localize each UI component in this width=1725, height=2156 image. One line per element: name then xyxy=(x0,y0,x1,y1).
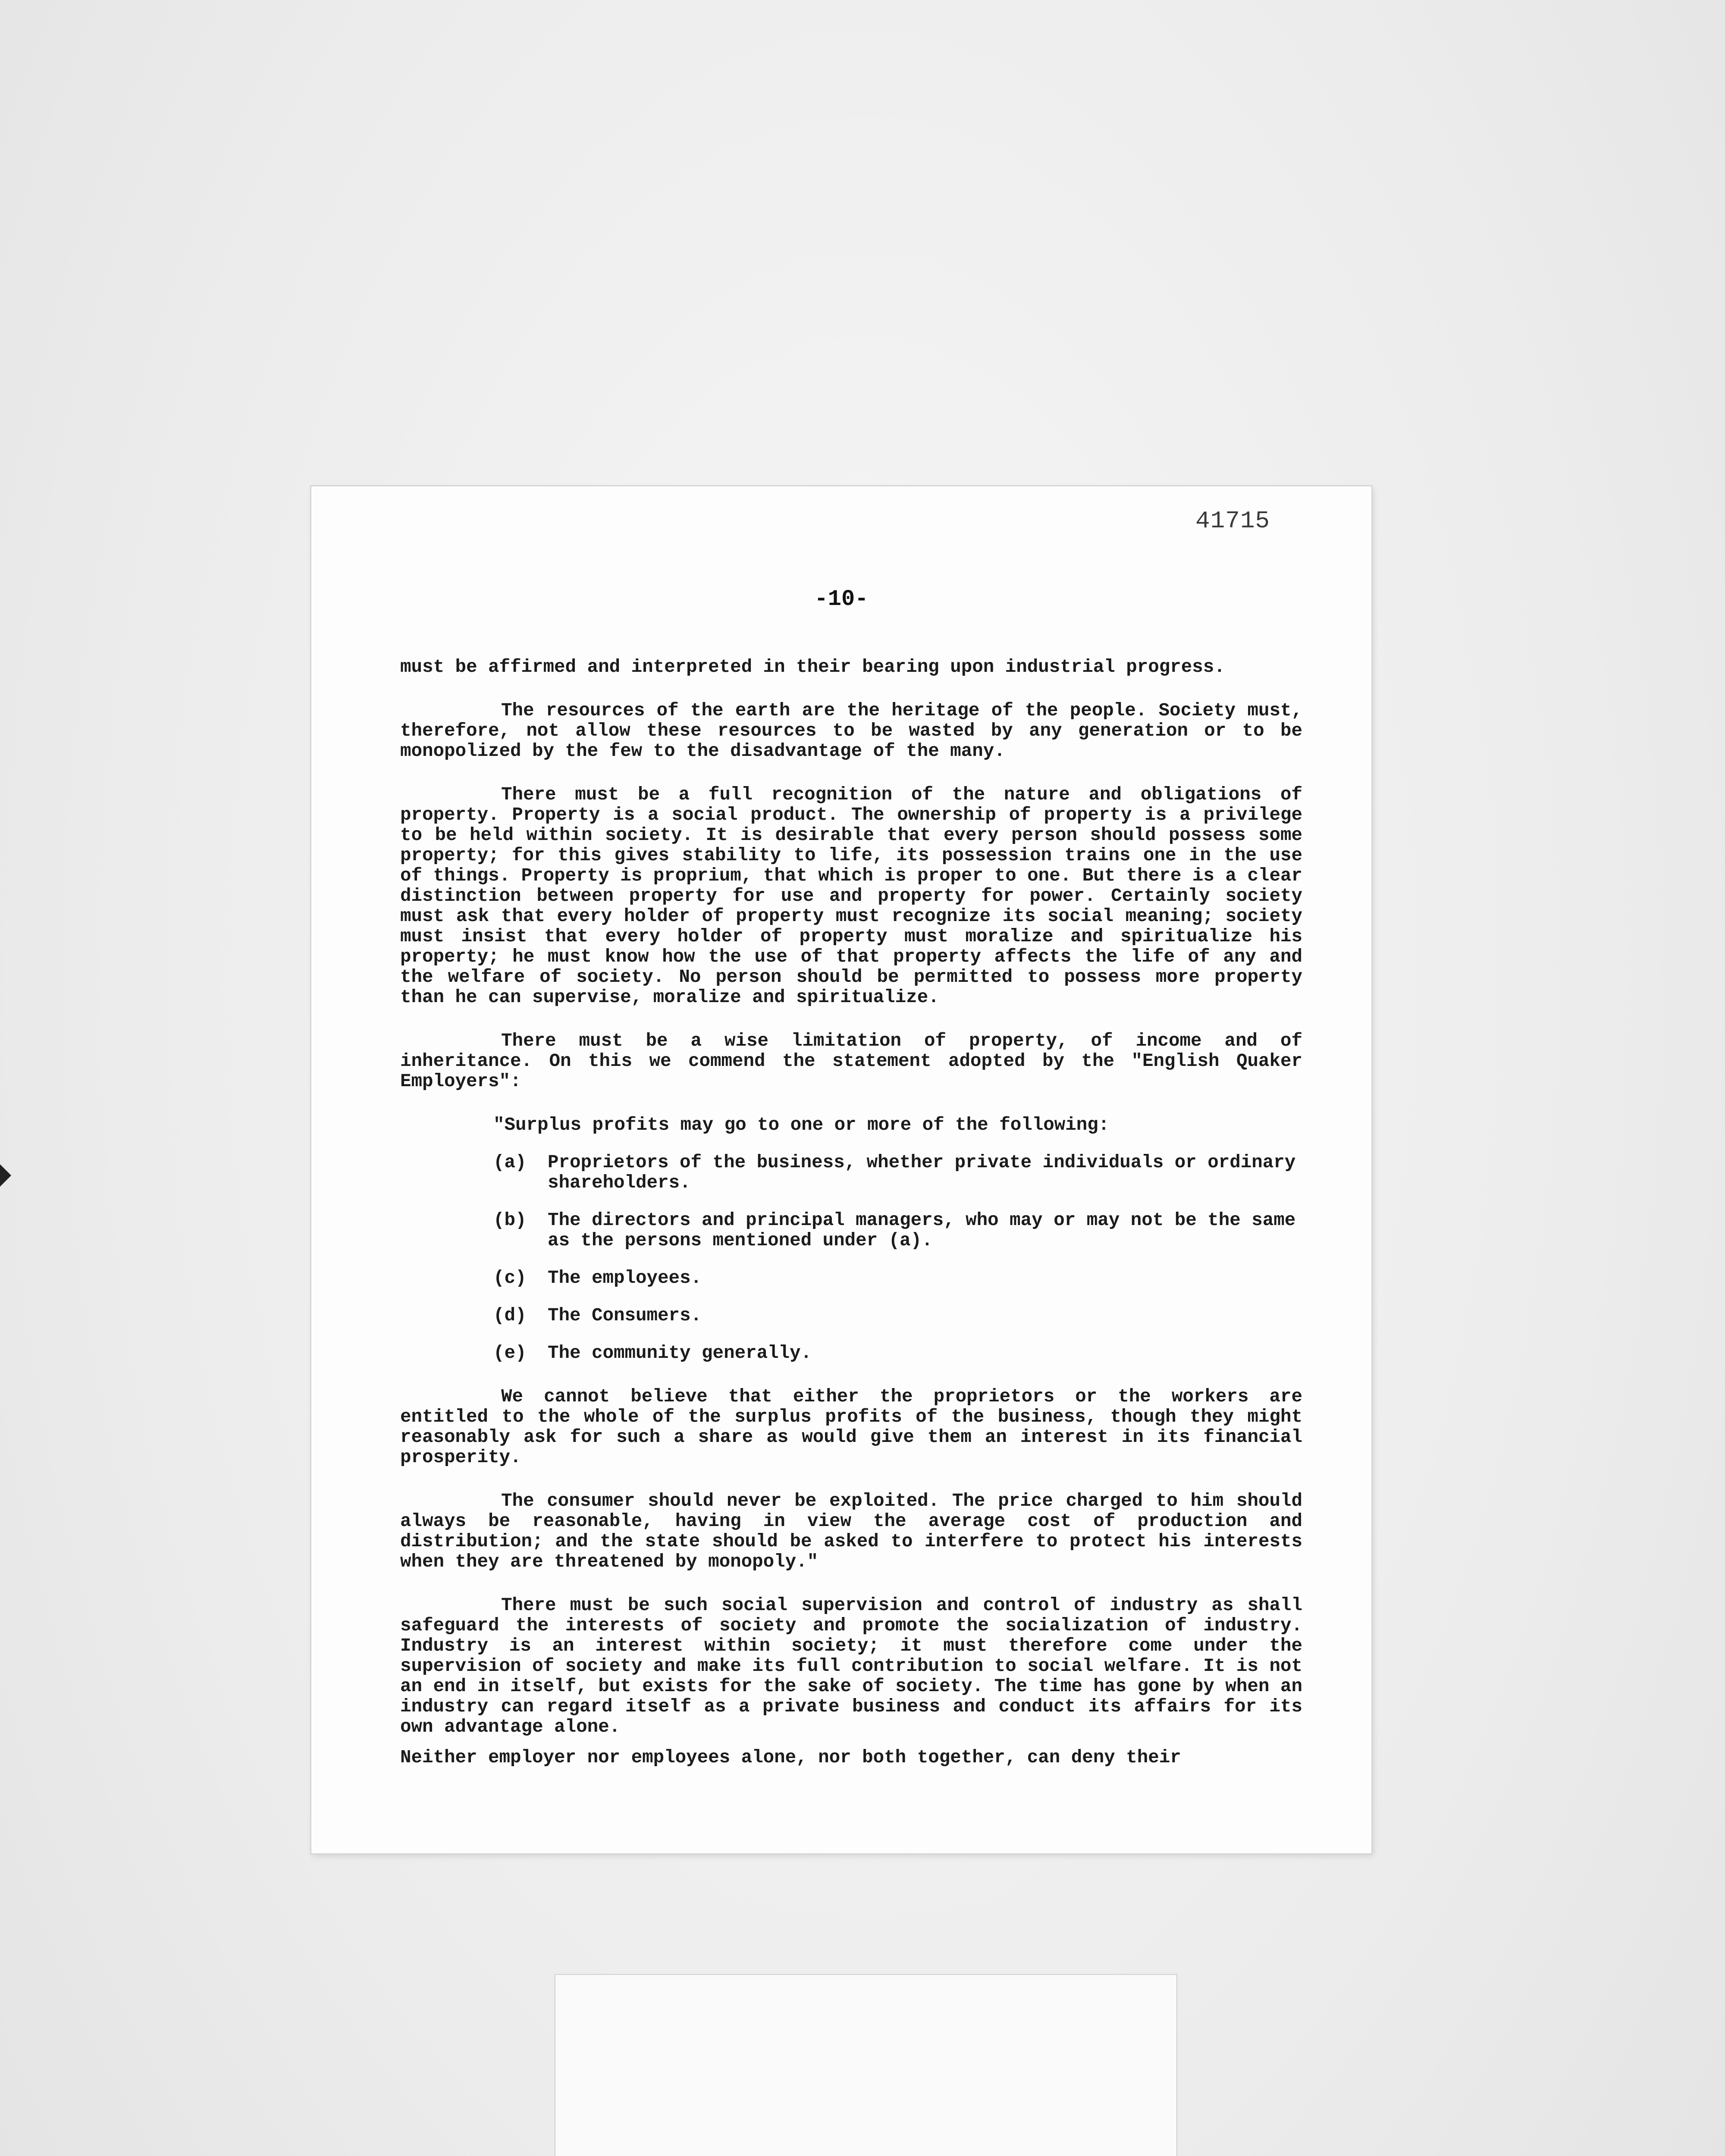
paragraph: There must be a wise limitation of property, of income and of inheritance. On this we commend the statement adopted by the "English Quaker Employers": xyxy=(400,1031,1302,1092)
list-item-text: Proprietors of the business, whether private individuals or ordinary shareholders. xyxy=(548,1152,1296,1193)
list-item-label: (b) xyxy=(493,1210,527,1231)
list-item xyxy=(493,1343,1302,1363)
collection-label-card xyxy=(555,1975,1176,2156)
list-item xyxy=(493,1268,1302,1288)
paragraph: There must be a full recognition of the nature and obligations of property. Property is a social product. The ownership of property is a privilege to be held within society. It is desirable that every person should possess some property; for this gives stability to life, its possession trains one in the use of things. Property is proprium, that which is proper to one. But there is a clear distinction between property for use and property for power. Certainly society must ask that every holder of property must recognize its social meaning; society must insist that every holder of property must moralize and spiritualize his property; he must know how the use of that property affects the life of any and the welfare of society. No person should be permitted to possess more property than he can supervise, moralize and spiritualize. xyxy=(400,784,1302,1008)
paragraph: The consumer should never be exploited. The price charged to him should always be reasonable, having in view the average cost of production and distribution; and the state should be asked to interfere to protect his interests when they are threatened by monopoly." xyxy=(400,1491,1302,1572)
list-item-label: (a) xyxy=(493,1152,527,1173)
list-item-text: The community generally. xyxy=(548,1343,812,1363)
paragraph: There must be such social supervision and control of industry as shall safeguard the interests of society and promote the socialization of industry. Industry is an interest within society; it must therefore come under the supervision of society and make its full contribution to social welfare. It is not an end in itself, but exists for the sake of society. The time has gone by when an industry can regard itself as a private business and conduct its affairs for its own advantage alone. xyxy=(400,1595,1302,1737)
paragraph: Neither employer nor employees alone, nor both together, can deny their xyxy=(400,1747,1181,1768)
list-item-label: (c) xyxy=(493,1268,527,1288)
quote-intro: "Surplus profits may go to one or more of the following: xyxy=(493,1115,1110,1135)
page-number: 41715 xyxy=(1195,507,1270,535)
list-item-text: The directors and principal managers, who may or may not be the same as the persons mentioned under (a). xyxy=(548,1210,1296,1251)
quoted-statement xyxy=(493,1115,1302,1363)
document-page xyxy=(311,486,1371,1853)
list-item-label: (e) xyxy=(493,1343,527,1363)
paragraph: must be affirmed and interpreted in their bearing upon industrial progress. xyxy=(400,657,1225,677)
list-item xyxy=(493,1153,1302,1193)
page-heading: -10- xyxy=(814,586,869,612)
list-item xyxy=(493,1210,1302,1251)
paragraph: We cannot believe that either the proprietors or the workers are entitled to the whole of the surplus profits of the business, though they might reasonably ask for such a share as would give them an interest in its financial prosperity. xyxy=(400,1386,1302,1468)
list-item xyxy=(493,1306,1302,1326)
document-body xyxy=(400,657,1302,1768)
paragraph: The resources of the earth are the heritage of the people. Society must, therefore, not allow these resources to be wasted by any generation or to be monopolized by the few to the disadvantage of the many. xyxy=(400,700,1302,761)
list-item-text: The employees. xyxy=(548,1268,702,1288)
film-edge-marker xyxy=(0,1164,11,1187)
list-item-label: (d) xyxy=(493,1305,527,1326)
list-item-text: The Consumers. xyxy=(548,1305,702,1326)
